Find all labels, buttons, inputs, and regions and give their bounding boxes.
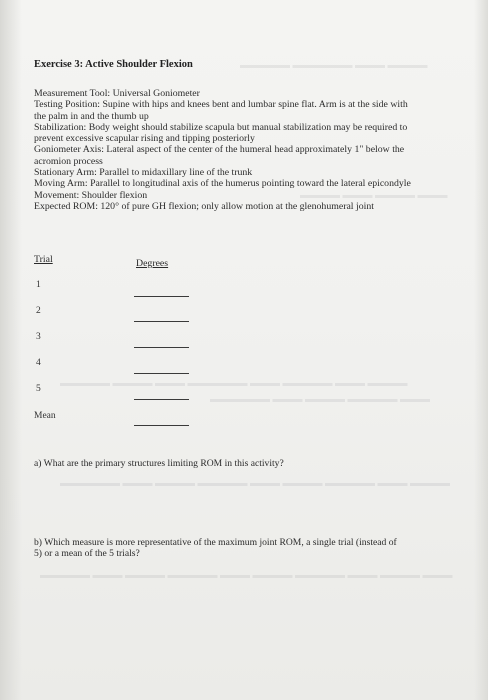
show-through-texture: ▬▬▬ ▬▬▬▬ ▬▬▬ ▬▬▬▬▬ ▬▬▬▬ ▬▬▬ ▬▬▬▬▬ ▬▬▬▬ ▬▬▬ ▬▬▬▬▬ bbox=[40, 570, 453, 581]
instruction-line: Stabilization: Body weight should stabilize scapula but manual stabilization may be required to bbox=[34, 121, 408, 133]
degrees-column-header: Degrees bbox=[136, 258, 169, 269]
instruction-line: Stationary Arm: Parallel to midaxillary line of the trunk bbox=[34, 167, 253, 179]
show-through-texture: ▬▬▬▬ ▬▬▬ ▬▬▬▬▬ ▬▬▬ ▬▬▬▬▬▬ ▬▬▬ ▬▬▬▬ ▬▬▬▬▬ bbox=[60, 378, 408, 389]
degrees-answer-line[interactable] bbox=[134, 399, 189, 400]
show-through-texture: ▬▬▬ ▬▬▬▬ ▬▬▬ ▬▬▬▬ bbox=[300, 190, 448, 201]
exercise-title: Exercise 3: Active Shoulder Flexion bbox=[34, 59, 193, 70]
trial-label: 3 bbox=[36, 332, 41, 342]
instruction-line: acromion process bbox=[34, 155, 103, 167]
trial-label: 4 bbox=[36, 358, 41, 368]
instruction-line: Goniometer Axis: Lateral aspect of the center of the humeral head approximately 1" below the bbox=[34, 144, 405, 156]
trial-column-header: Trial bbox=[34, 254, 53, 265]
instruction-line: prevent excessive scapular rising and tipping posteriorly bbox=[34, 133, 255, 145]
show-through-texture: ▬▬▬▬ ▬▬▬ ▬▬▬▬▬▬ ▬▬▬▬▬ bbox=[240, 60, 428, 71]
degrees-answer-line[interactable] bbox=[134, 347, 189, 348]
mean-label: Mean bbox=[34, 411, 56, 421]
question-b-line-1: b) Which measure is more representative of the maximum joint ROM, a single trial (instead of bbox=[34, 537, 397, 548]
trial-label: 1 bbox=[36, 280, 41, 290]
instruction-line: Testing Position: Supine with hips and knees bent and lumbar spine flat. Arm is at the side with bbox=[34, 99, 408, 111]
instruction-line: Measurement Tool: Universal Goniometer bbox=[34, 88, 200, 99]
instruction-line: Moving Arm: Parallel to longitudinal axis of the humerus pointing toward the lateral epicondyle bbox=[34, 178, 411, 190]
mean-answer-line[interactable] bbox=[134, 425, 189, 426]
show-through-texture: ▬▬▬▬ ▬▬▬ ▬▬▬▬▬ ▬▬▬▬ ▬▬▬ ▬▬▬▬▬ ▬▬▬▬ ▬▬▬ ▬▬▬▬▬▬ bbox=[60, 478, 450, 489]
degrees-answer-line[interactable] bbox=[134, 373, 189, 374]
instruction-line: the palm in and the thumb up bbox=[34, 110, 149, 122]
question-b-line-2: 5) or a mean of the 5 trials? bbox=[34, 548, 140, 559]
degrees-answer-line[interactable] bbox=[134, 296, 189, 297]
instruction-line: Expected ROM: 120° of pure GH flexion; only allow motion at the glenohumeral joint bbox=[34, 200, 374, 212]
instruction-line: Movement: Shoulder flexion bbox=[34, 189, 148, 201]
trial-label: 2 bbox=[36, 306, 41, 316]
exercise-instructions bbox=[34, 88, 474, 212]
trial-label: 5 bbox=[36, 384, 41, 394]
show-through-texture: ▬▬▬ ▬▬▬▬▬ ▬▬▬▬ ▬▬▬ ▬▬▬▬▬▬ bbox=[210, 394, 430, 405]
question-a: a) What are the primary structures limiting ROM in this activity? bbox=[34, 458, 284, 469]
degrees-answer-line[interactable] bbox=[134, 321, 189, 322]
